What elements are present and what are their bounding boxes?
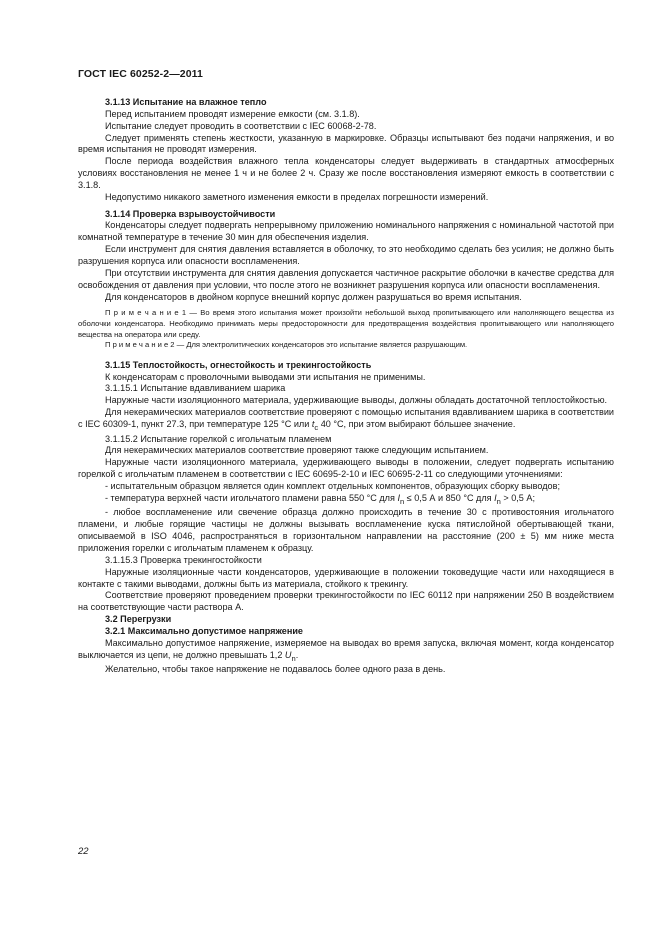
paragraph: Если инструмент для снятия давления вставляется в оболочку, то это необходимо сделать без усилия; не должно быть разрушения корпуса или опасности воспламенения. (78, 244, 614, 266)
list-item: - любое воспламенение или свечение образца должно происходить в течение 30 с противостояния игольчатого пламени, и любые горящие частицы не должны вызывать воспламенение куска пятислойной обертывающей ткани, описываемой в ISO 4046, распространяться в горизонтальном направлении на расстояние (200 ± 5) мм ниже места приложения горелки с игольчатым пламенем к образцу. (78, 507, 614, 553)
text-run: > 0,5 А; (500, 492, 535, 503)
note-2 (78, 340, 614, 351)
symbol-I: I (397, 492, 400, 503)
text-run: Для некерамических материалов соответствие проверяют с помощью испытания вдавливанием шарика в соответствии с IEC 60309-1, пункт 27.3, при температуре 125 °С или (78, 407, 614, 429)
note-1-text: — Во время этого испытания может произойти небольшой выход пропитывающего или наполняющего вещества из оболочки конденсатора. Необходимо принимать меры предосторожности для предотвращения воздействия пропитывающего или наполняющего вещества на оператора или среду. (78, 308, 614, 339)
paragraph: Конденсаторы следует подвергать непрерывному приложению номинального напряжения с номинальной частотой при комнатной температуре в течение 30 мин для обеспечения изделия. (78, 220, 614, 243)
paragraph: После периода воздействия влажного тепла конденсаторы следует выдерживать в стандартных атмосферных условиях восстановления не менее 1 ч и не более 2 ч. Сразу же после восстановления измеряют емкость в соответствии с 3.1.8. (78, 156, 614, 190)
paragraph: Перед испытанием проводят измерение емкости (см. 3.1.8). (105, 108, 360, 119)
paragraph: Наружные части изоляционного материала, удерживающего выводы в положении, следует подвергать испытанию горелкой с игольчатым пламенем в соответствии с IEC 60695-2-10 и IEC 60695-2-11 со следующими уточнениями: (78, 457, 614, 480)
paragraph: Недопустимо никакого заметного изменения емкости в пределах погрешности измерений. (105, 191, 489, 202)
paragraph: Наружные части изоляционного материала, удерживающие выводы, должны обладать достаточной теплостойкостью. (105, 395, 608, 406)
paragraph: Желательно, чтобы такое напряжение не подавалось более одного раза в день. (105, 664, 446, 675)
section-heading-3-2-1: 3.2.1 Максимально допустимое напряжение (105, 625, 303, 636)
page-number: 22 (78, 846, 89, 857)
text-run: 40 °С, при этом выбирают бóльшее значение. (318, 418, 516, 429)
note-2-label: П р и м е ч а н и е 2 (105, 340, 175, 350)
subsection-heading-3-1-15-3: 3.1.15.3 Проверка трекингостойкости (105, 554, 262, 565)
symbol-t: t (311, 418, 315, 429)
subscript-n: n (399, 496, 405, 506)
section-heading-3-1-15: 3.1.15 Теплостойкость, огнестойкость и трекингостойкость (105, 359, 372, 370)
subsection-heading-3-1-15-2: 3.1.15.2 Испытание горелкой с игольчатым пламенем (105, 433, 332, 444)
text-run: Максимально допустимое напряжение, измеряемое на выводах во время запуска, включая момент, когда конденсатор выключается из цепи, не должно превышать 1,2 (78, 637, 614, 660)
subscript-c: c (314, 422, 319, 432)
paragraph: Испытание следует проводить в соответствии с IEC 60068-2-78. (105, 120, 377, 131)
paragraph: К конденсаторам с проволочными выводами эти испытания не применимы. (105, 371, 426, 382)
section-heading-3-1-14: 3.1.14 Проверка взрывоустойчивости (105, 208, 276, 219)
subscript-n: n (496, 496, 501, 506)
paragraph: Для некерамических материалов соответствие проверяют также следующим испытанием. (105, 445, 489, 456)
list-item (78, 493, 614, 508)
symbol-U: U (284, 649, 292, 660)
section-heading-3-2: 3.2 Перегрузки (105, 614, 172, 625)
paragraph: Наружные изоляционные части конденсаторов, удерживающие в положении токоведущие части или находящиеся в контакте с такими выводами, должны быть из материала, стойкого к трекингу. (78, 566, 614, 589)
subscript-n: n (291, 653, 296, 663)
list-item: - испытательным образцом является один комплект отдельных компонентов, образующих сборку выводов; (105, 480, 560, 491)
note-1 (78, 308, 614, 340)
paragraph (78, 638, 614, 665)
document-body (78, 97, 614, 676)
note-2-text: — Для электролитических конденсаторов это испытание является разрушающим. (174, 340, 468, 350)
paragraph: Соответствие проверяют проведением проверки трекингостойкости по IEC 60112 при напряжении 250 В воздействием на соответствующие части раствора А. (78, 590, 614, 613)
subsection-heading-3-1-15-1: 3.1.15.1 Испытание вдавливанием шарика (105, 383, 286, 394)
note-1-label: П р и м е ч а н и е 1 (105, 308, 187, 318)
paragraph: Для конденсаторов в двойном корпусе внешний корпус должен разрушаться во время испытания. (105, 291, 522, 302)
paragraph: Следует применять степень жесткости, указанную в маркировке. Образцы испытывают без подачи напряжения, и во время испытания не проводят измерения. (78, 132, 614, 155)
text-run: - температура верхней части игольчатого пламени равна 550 °С для (105, 492, 398, 503)
text-run: ≤ 0,5 А и 850 °С для (404, 492, 495, 503)
paragraph: При отсутствии инструмента для снятия давления допускается частичное раскрытие оболочки в качестве средства для освобождения от давления при условии, что после этого не возникнет разрушения корпуса или опасности воспламенения. (78, 267, 614, 290)
document-header: ГОСТ IEC 60252-2—2011 (78, 68, 203, 80)
section-heading-3-1-13: 3.1.13 Испытание на влажное тепло (105, 97, 267, 107)
symbol-I: I (494, 492, 497, 503)
text-run: . (295, 649, 299, 660)
paragraph (78, 407, 614, 434)
